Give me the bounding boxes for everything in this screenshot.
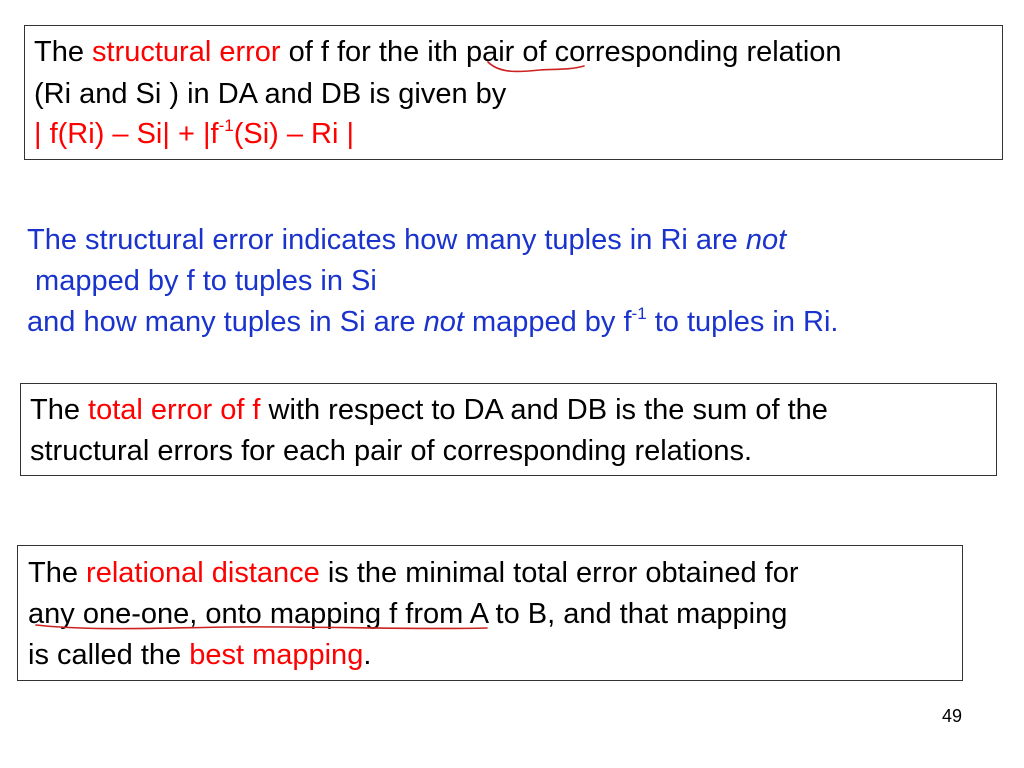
total-error-term: total error of f	[88, 394, 261, 426]
text: The	[30, 394, 89, 426]
explanation-line-2: mapped by f to tuples in Si	[27, 265, 377, 297]
text: The structural error indicates how many tuples in Ri are	[27, 224, 746, 256]
formula-inverse-superscript: -1	[218, 116, 234, 135]
text: mapped by f	[463, 306, 632, 338]
text: of f for the ith pair of corresponding relation	[280, 36, 842, 68]
total-error-line-2: structural errors for each pair of corresponding relations.	[30, 435, 753, 467]
text: to tuples in Ri.	[646, 306, 839, 338]
best-mapping-term: best mapping	[189, 639, 364, 671]
formula-part-2: (Si) – Ri |	[233, 118, 355, 150]
text: The	[28, 557, 87, 589]
relational-distance-line-2: any one-one, onto mapping f from A to B, and that mapping	[28, 598, 788, 630]
structural-error-line-2: (Ri and Si ) in DA and DB is given by	[34, 78, 507, 110]
explanation-line-3	[27, 304, 839, 338]
text: The	[34, 36, 93, 68]
formula-part-1: | f(Ri) – Si| + |f	[34, 118, 219, 150]
text: with respect to DA and DB is the sum of the	[260, 394, 828, 426]
page-number: 49	[941, 706, 962, 726]
emphasis-not: not	[745, 224, 787, 256]
text: .	[363, 639, 372, 671]
total-error-line-1	[30, 396, 828, 425]
structural-error-formula	[34, 116, 355, 150]
relational-distance-line-1	[28, 559, 799, 588]
text: and how many tuples in Si are	[27, 306, 424, 338]
relational-distance-term: relational distance	[86, 557, 320, 589]
emphasis-not: not	[423, 306, 464, 338]
structural-error-line-1	[34, 38, 842, 67]
explanation-line-1	[27, 226, 786, 255]
inverse-superscript: -1	[631, 304, 647, 323]
text: is called the	[28, 639, 190, 671]
relational-distance-line-3	[28, 641, 371, 670]
text: is the minimal total error obtained for	[319, 557, 799, 589]
structural-error-term: structural error	[92, 36, 281, 68]
